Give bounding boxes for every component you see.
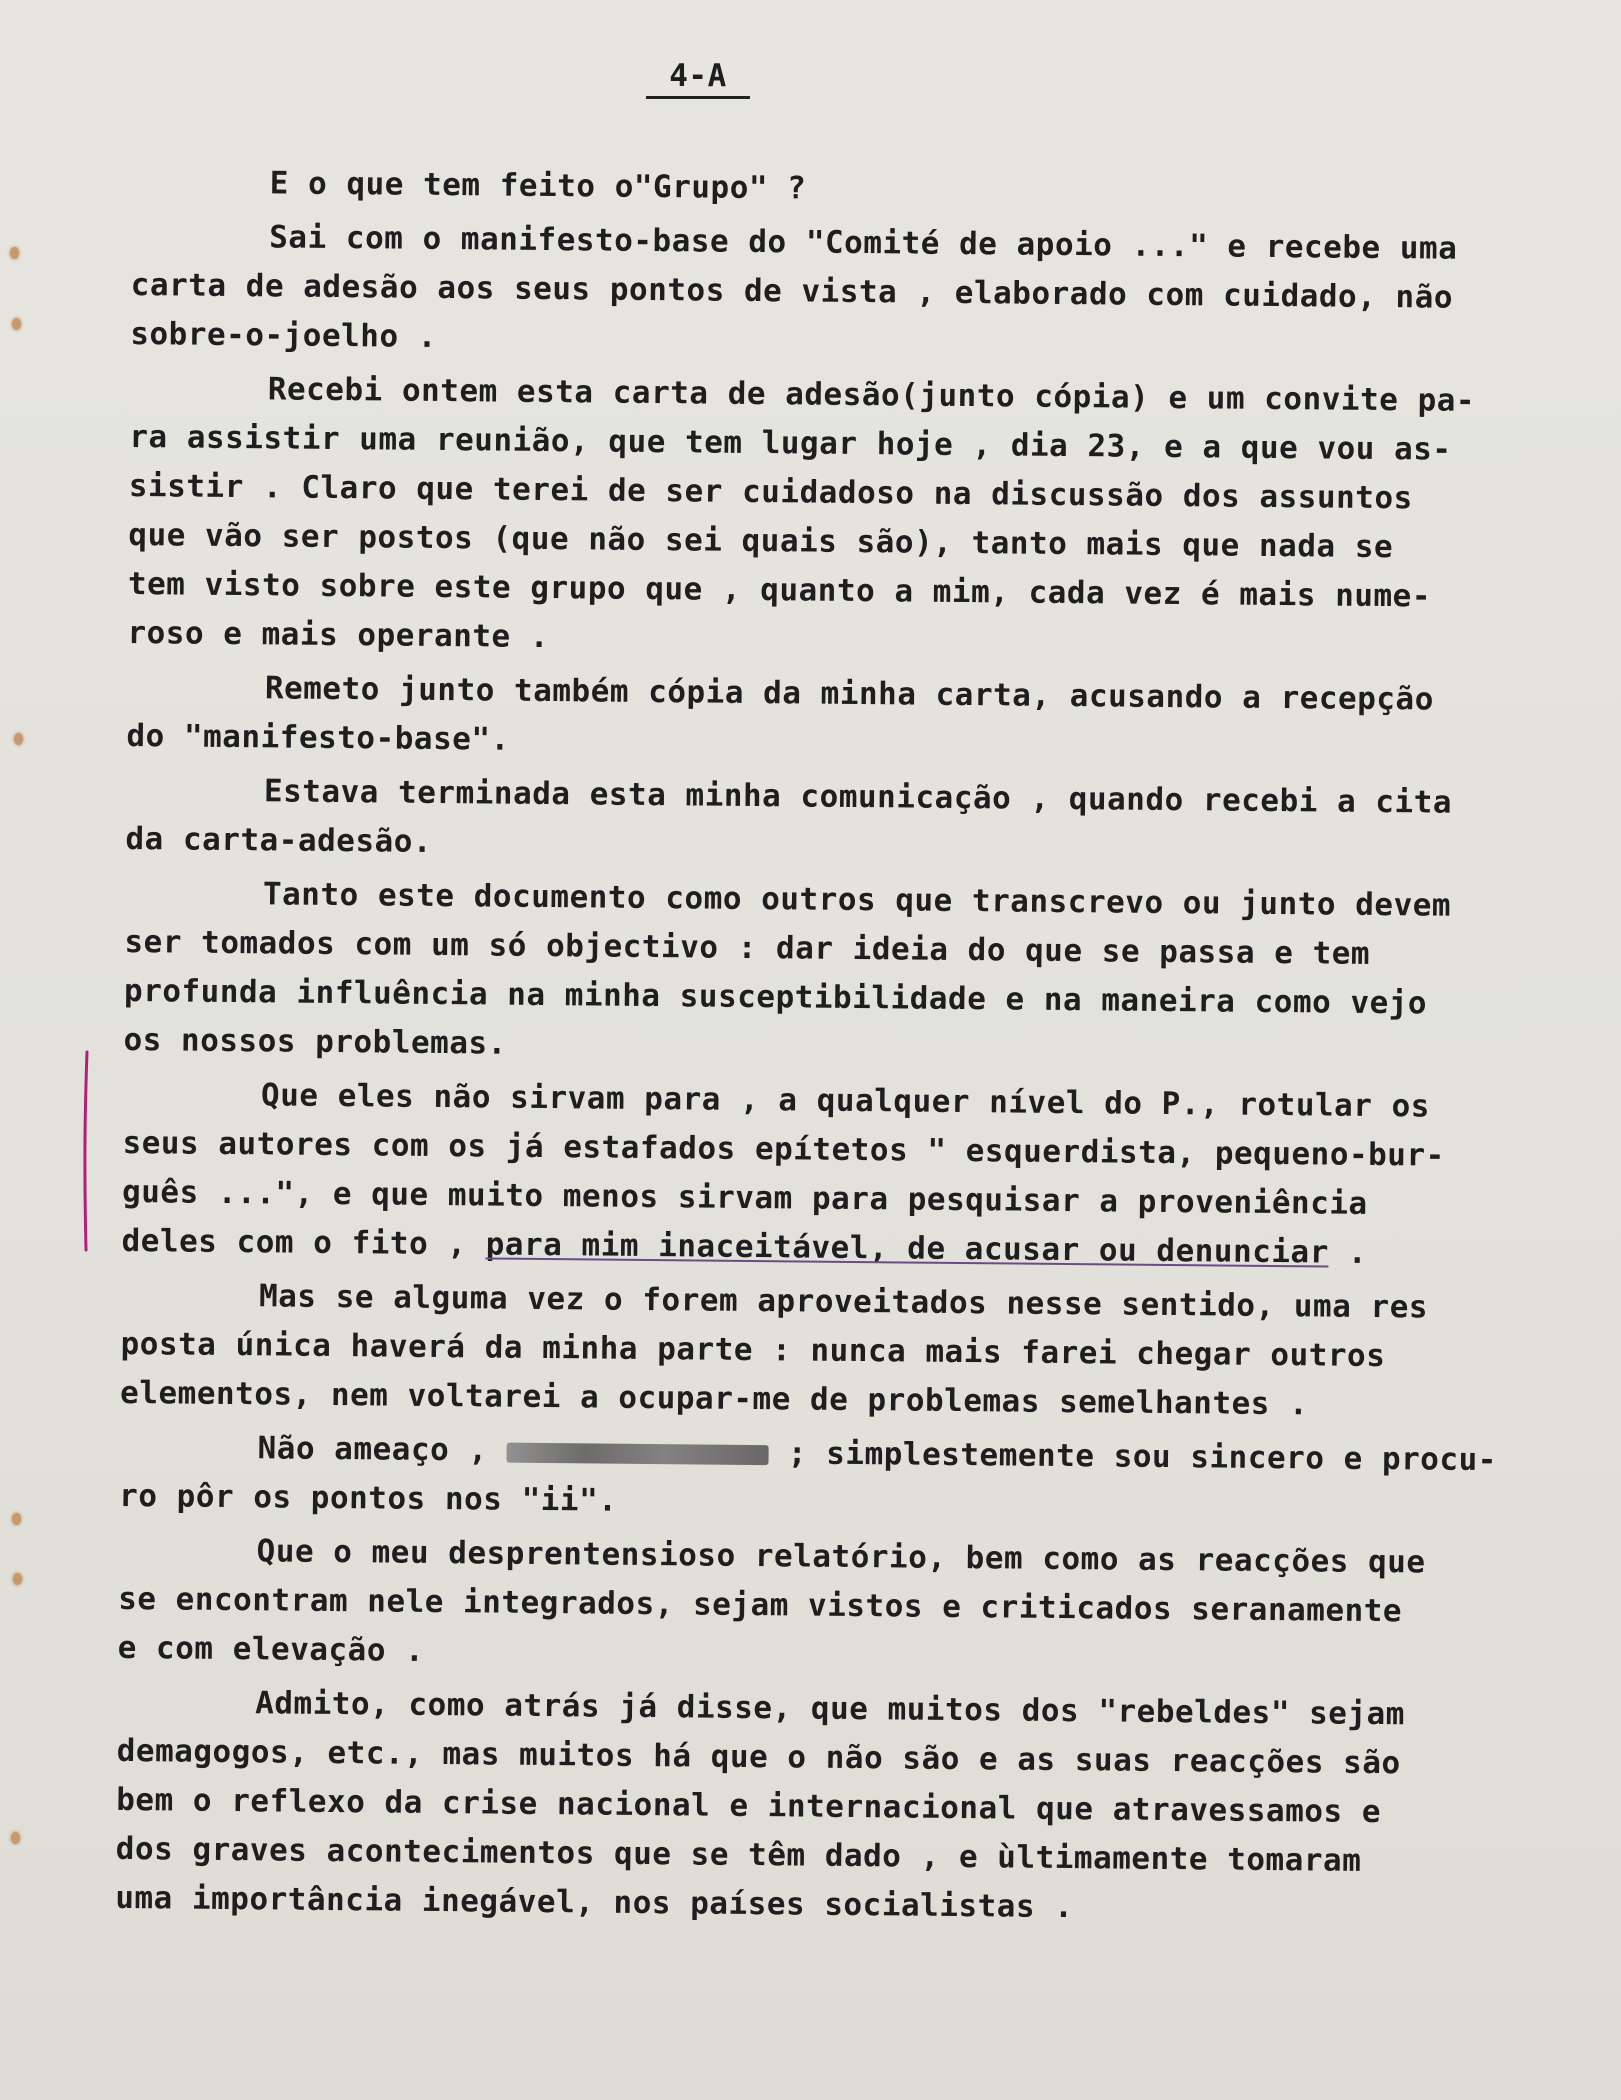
text-line: tem visto sobre este grupo que , quanto a mim, cada vez é mais nume- xyxy=(127,565,1432,615)
text-segment: Não ameaço , xyxy=(257,1430,507,1469)
text-line: Tanto este documento como outros que transcrevo ou junto devem xyxy=(262,876,1452,924)
punch-hole xyxy=(14,733,23,745)
text-line: guês ...", e que muito menos sirvam para pesquisar a proveniência xyxy=(121,1173,1368,1222)
text-line: os nossos problemas. xyxy=(123,1021,507,1062)
text-line: ra assistir uma reunião, que tem lugar hoje , dia 23, e a que vou as- xyxy=(129,418,1452,468)
punch-hole xyxy=(12,318,21,330)
text-line: Recebi ontem esta carta de adesão(junto cópia) e um convite pa- xyxy=(267,371,1476,419)
punch-hole xyxy=(11,1832,20,1844)
text-line: Remeto junto também cópia da minha carta, acusando a recepção xyxy=(264,670,1435,718)
paragraph xyxy=(123,869,1565,1079)
letter-body xyxy=(115,158,1572,1942)
text-line: do "manifesto-base". xyxy=(126,717,510,758)
paragraph xyxy=(121,1070,1563,1280)
margin-mark xyxy=(82,1050,90,1260)
text-segment: deles com o fito , xyxy=(121,1222,486,1263)
paragraph xyxy=(120,1271,1561,1432)
text-line: e com elevação . xyxy=(117,1629,425,1669)
punch-hole xyxy=(12,1513,21,1525)
punch-hole xyxy=(13,1573,22,1585)
underlined-phrase: para mim inaceitável, de acusar ou denunciar xyxy=(485,1226,1330,1271)
text-line: Mas se alguma vez o forem aproveitados nesse sentido, uma res xyxy=(258,1278,1429,1326)
text-line: Admito, como atrás já disse, que muitos dos "rebeldes" sejam xyxy=(254,1685,1406,1733)
paragraph xyxy=(132,158,1572,221)
text-line: Que o meu desprentensioso relatório, bem como as reacções que xyxy=(256,1533,1426,1581)
paragraph xyxy=(130,212,1571,373)
text-line: Sai com o manifesto-base do "Comité de apoio ..." e recebe uma xyxy=(269,219,1458,267)
text-line: se encontram nele integrados, sejam vistos e criticados seranamente xyxy=(117,1580,1403,1630)
text-line: carta de adesão aos seus pontos de vista , elaborado com cuidado, não xyxy=(130,266,1454,316)
text-line: uma importância inegável, nos países socialistas . xyxy=(115,1879,1074,1926)
paragraph xyxy=(125,766,1566,878)
paragraph xyxy=(127,364,1570,672)
text-line: dos graves acontecimentos que se têm dado , e ùltimamente tomaram xyxy=(115,1830,1362,1879)
text-line: seus autores com os já estafados epítetos " esquerdista, pequeno-bur- xyxy=(122,1124,1445,1174)
page-number: 4-A xyxy=(646,58,750,99)
redaction-mark xyxy=(507,1442,769,1465)
text-line: demagogos, etc., mas muitos há que o não são e as suas reacções são xyxy=(116,1732,1401,1782)
text-line: sobre-o-joelho . xyxy=(130,315,438,355)
paragraph xyxy=(126,663,1567,775)
text-line: sistir . Claro que terei de ser cuidadoso na discussão dos assuntos xyxy=(128,467,1413,517)
text-line: elementos, nem voltarei a ocupar-me de problemas semelhantes . xyxy=(119,1374,1309,1423)
text-line: roso e mais operante . xyxy=(127,614,550,656)
text-segment: . xyxy=(1328,1234,1368,1271)
paragraph xyxy=(117,1526,1558,1687)
text-line: Estava terminada esta minha comunicação , quando recebi a cita xyxy=(263,773,1453,821)
punch-hole xyxy=(10,247,19,259)
text-line: ro pôr os pontos nos "ii". xyxy=(118,1477,618,1519)
text-line: profunda influência na minha susceptibilidade e na maneira como vejo xyxy=(123,972,1428,1022)
paragraph xyxy=(115,1678,1557,1937)
text-segment: ; simplestemente sou sincero e procu- xyxy=(768,1435,1498,1479)
text-line: bem o reflexo da crise nacional e internacional que atravessamos e xyxy=(116,1781,1382,1831)
text-line: E o que tem feito o"Grupo" ? xyxy=(269,165,807,207)
text-line: posta única haverá da minha parte : nunca mais farei chegar outros xyxy=(120,1325,1386,1375)
text-line: ser tomados com um só objectivo : dar ideia do que se passa e tem xyxy=(124,923,1371,972)
text-line: que vão ser postos (que não sei quais são), tanto mais que nada se xyxy=(128,516,1394,566)
paragraph xyxy=(119,1423,1560,1535)
text-line: da carta-adesão. xyxy=(125,820,433,860)
text-line: Que eles não sirvam para , a qualquer nível do P., rotular os xyxy=(260,1077,1431,1125)
